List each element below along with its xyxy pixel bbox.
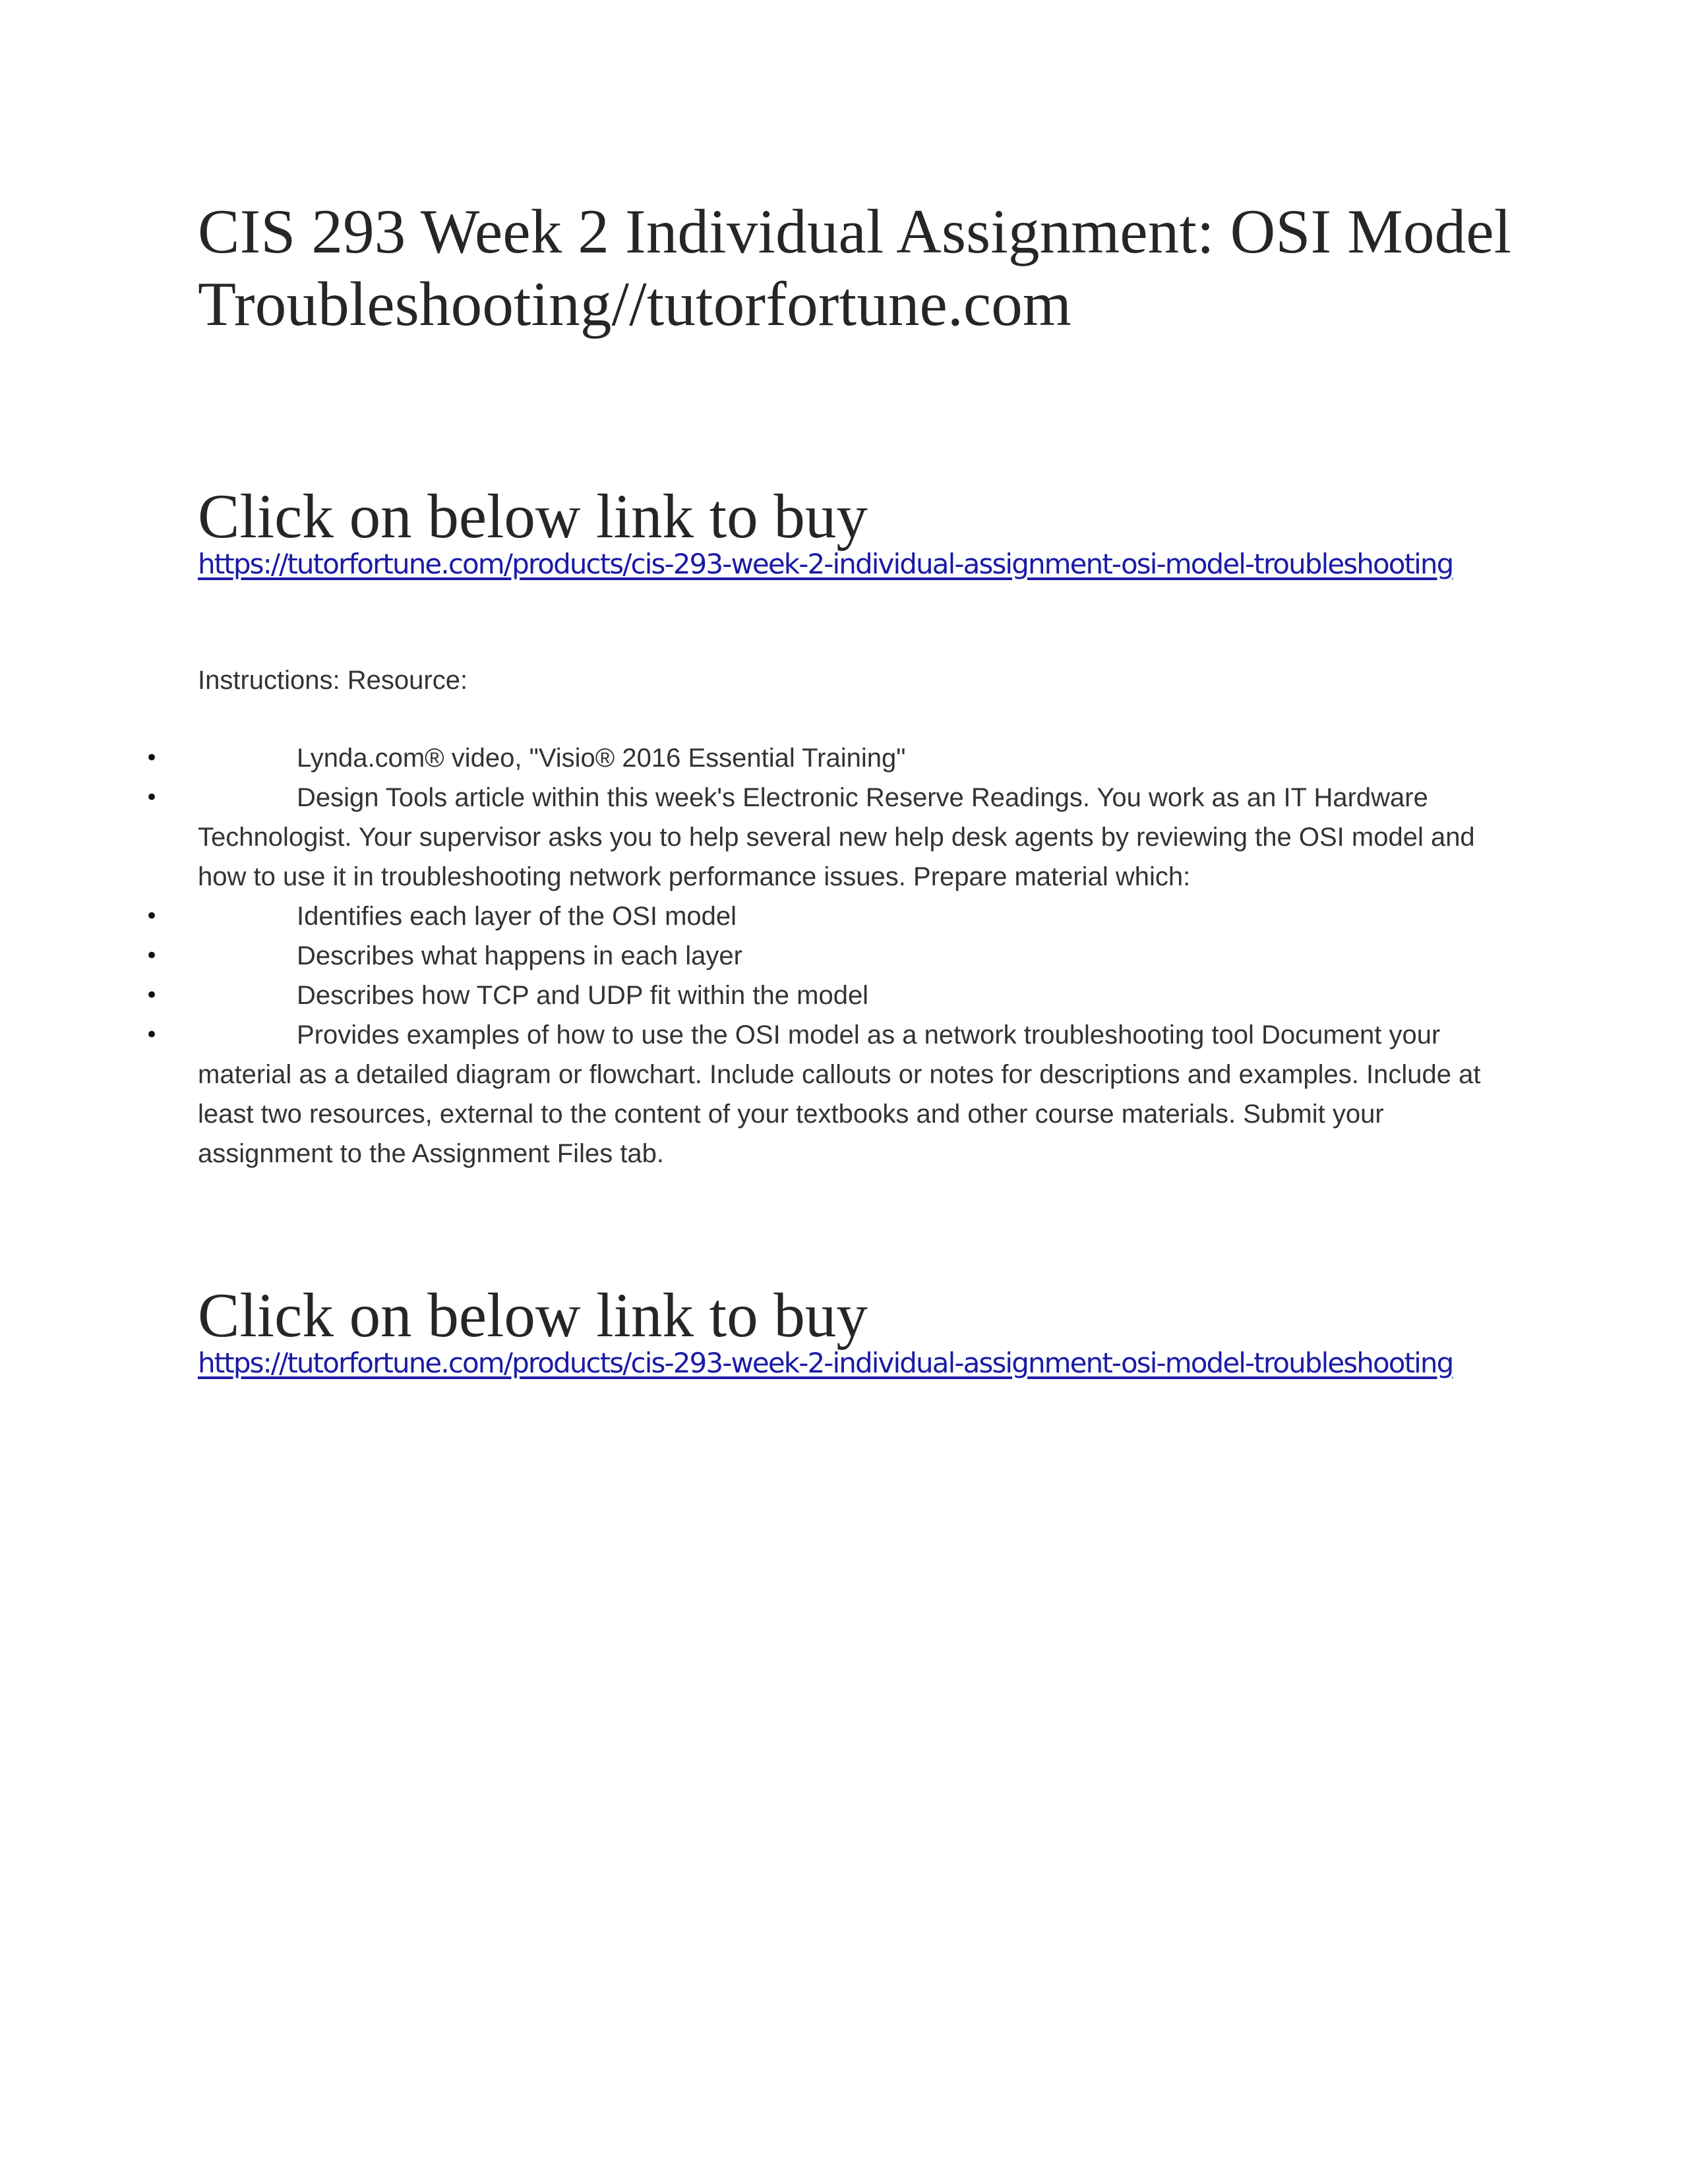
list-item-text: Provides examples of how to use the OSI model as a network troubleshooting tool Document your material as a detailed diagram or flowchart. Include callouts or notes for descriptions and examples. Include at least two resources, external to the content of your textbooks and other course materials. Submit your assignment to the Assignment Files tab. — [198, 1020, 1481, 1168]
list-item — [145, 976, 1490, 1015]
bullet-icon: • — [145, 1022, 159, 1048]
list-item-text: Design Tools article within this week's Electronic Reserve Readings. You work as an IT Hardware Technologist. Your supervisor asks you to help several new help desk agents by reviewing the OSI model and how to use it in troubleshooting network performance issues. Prepare material which: — [198, 783, 1475, 891]
bullet-icon: • — [145, 903, 159, 930]
buy-heading-bottom: Click on below link to buy — [198, 1280, 868, 1350]
buy-link-top[interactable]: https://tutorfortune.com/products/cis-293-week-2-individual-assignment-osi-model-troubleshooting — [198, 548, 1453, 580]
bullet-icon: • — [145, 982, 159, 1009]
list-item — [145, 738, 1490, 778]
bullet-icon: • — [145, 784, 159, 811]
requirements-list — [145, 738, 1490, 1173]
list-item-text: Lynda.com® video, "Visio® 2016 Essential Training" — [297, 744, 906, 773]
instructions-label: Instructions: Resource: — [198, 666, 468, 695]
list-item — [145, 778, 1490, 897]
list-item-text: Describes what happens in each layer — [297, 941, 742, 970]
list-item — [145, 936, 1490, 976]
bullet-icon: • — [145, 745, 159, 771]
document-content — [145, 195, 1517, 1382]
list-item-text: Describes how TCP and UDP fit within the model — [297, 981, 869, 1010]
list-item — [145, 897, 1490, 936]
bullet-icon: • — [145, 943, 159, 969]
buy-link-bottom[interactable]: https://tutorfortune.com/products/cis-293-week-2-individual-assignment-osi-model-troubleshooting — [198, 1347, 1453, 1379]
document-title: CIS 293 Week 2 Individual Assignment: OSI Model Troubleshooting//tutorfortune.com — [198, 196, 1512, 339]
buy-heading-top: Click on below link to buy — [198, 481, 868, 551]
list-item-text: Identifies each layer of the OSI model — [297, 902, 737, 931]
list-item — [145, 1015, 1490, 1173]
